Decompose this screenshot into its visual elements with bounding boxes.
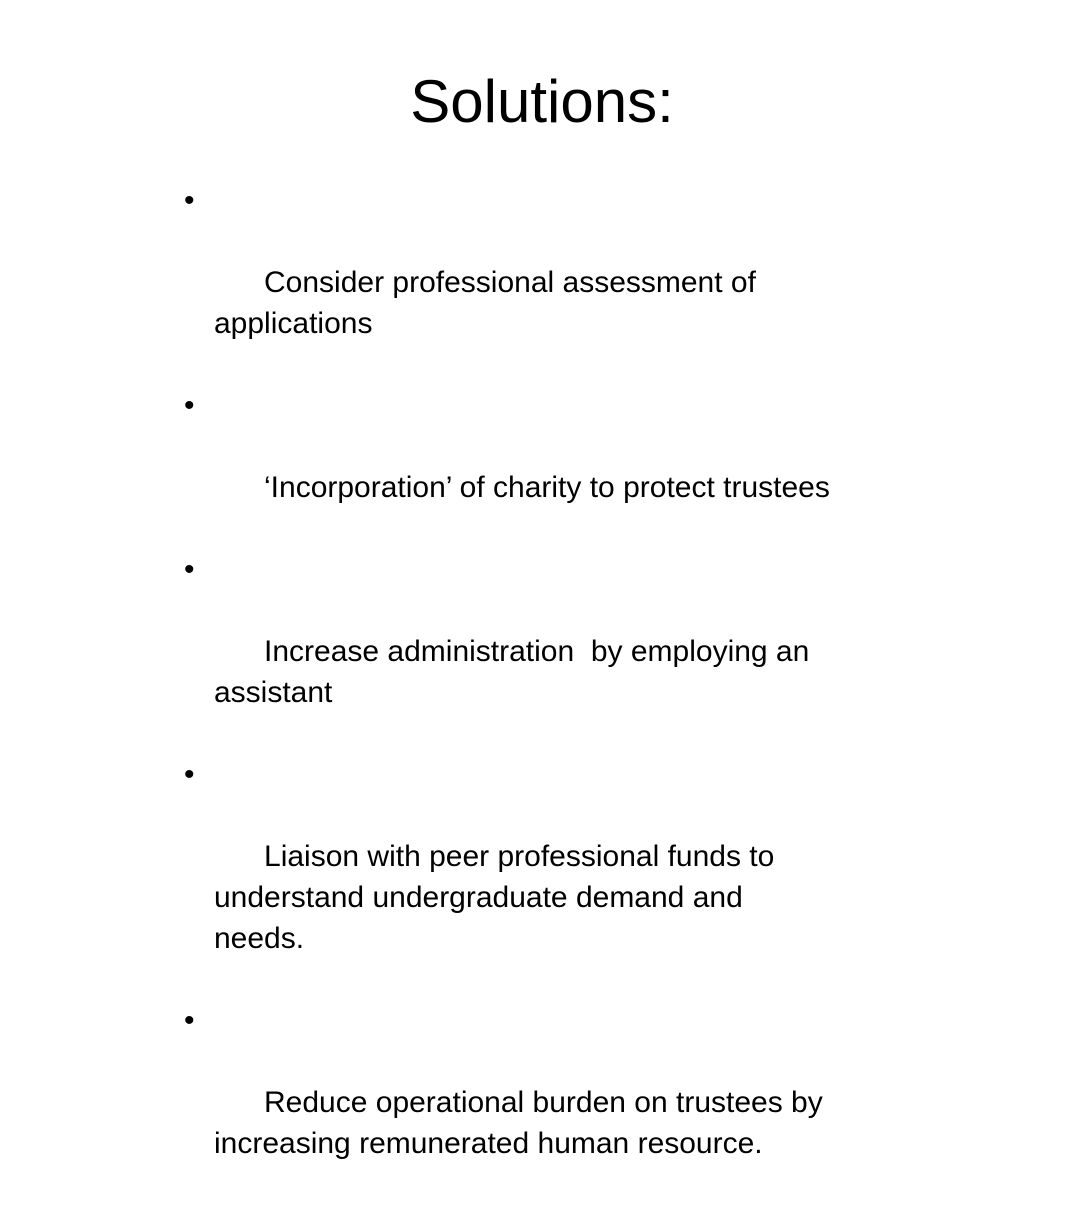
bullet-marker: • <box>184 389 195 422</box>
bullet-text: Reduce operational burden on trustees by increasing remunerated human resource. <box>214 1086 823 1160</box>
bullet-list <box>180 180 870 1205</box>
bullet-item <box>180 180 870 385</box>
bullet-marker: • <box>184 758 195 791</box>
bullet-item <box>180 1000 870 1205</box>
slide-title: Solutions: <box>410 68 674 135</box>
bullet-marker: • <box>184 553 195 586</box>
bullet-text: Consider professional assessment of applications <box>214 266 756 340</box>
bullet-item <box>180 549 870 754</box>
bullet-item <box>180 385 870 549</box>
bullet-text: Increase administration by employing an assistant <box>214 635 810 709</box>
bullet-text: Liaison with peer professional funds to understand undergraduate demand and needs. <box>214 840 775 955</box>
bullet-marker: • <box>184 184 195 217</box>
bullet-text: ‘Incorporation’ of charity to protect trustees <box>264 471 830 504</box>
bullet-marker: • <box>184 1004 195 1037</box>
bullet-item <box>180 754 870 1000</box>
